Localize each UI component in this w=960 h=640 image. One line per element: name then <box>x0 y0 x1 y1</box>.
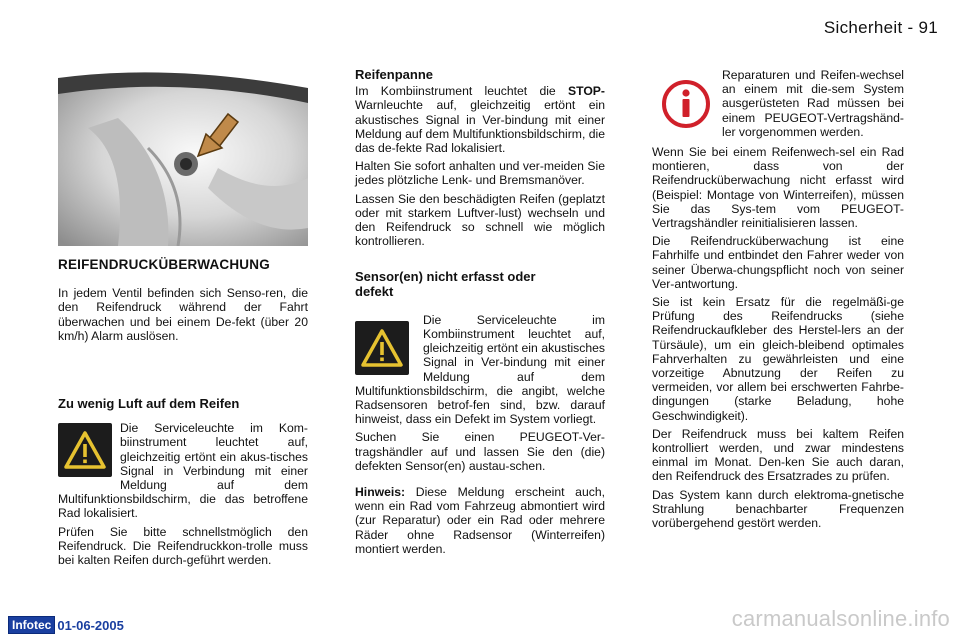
footer-info <box>8 616 124 634</box>
stop-label: STOP- <box>567 84 605 99</box>
col3-text-5: Das System kann durch elektroma-gnetische Strahlung benachbarter Frequenzen vorübergehend gestört werden. <box>652 487 904 531</box>
wheel-valve-photo <box>58 68 308 246</box>
warning-triangle-icon <box>355 321 409 375</box>
repair-block <box>652 68 904 139</box>
section-title-tpms: REIFENDRUCKÜBERWACHUNG <box>58 257 270 272</box>
hint-text <box>355 485 605 556</box>
low-pressure-text-2: Prüfen Sie bitte schnellstmöglich den Reifendruck. Die Reifendruckkon-trolle muss bei kalten Reifen durch-geführt werden. <box>58 524 308 568</box>
hint-label: Hinweis: <box>355 485 406 500</box>
footer-date: 01-06-2005 <box>57 617 124 633</box>
info-icon <box>660 78 712 130</box>
puncture-text-1b: Warnleuchte auf, gleichzeitig ertönt ein akustisches Signal in Ver-bindung mit einer Meldung auf dem Multifunktionsbildschirm, die das de-fekte Rad lokalisiert. <box>355 98 605 156</box>
infotec-badge: Infotec <box>8 616 55 634</box>
sensor-title: Sensor(en) nicht erfasst oder defekt <box>355 269 536 299</box>
column-2 <box>355 68 605 560</box>
low-pressure-title: Zu wenig Luft auf dem Reifen <box>58 396 240 412</box>
puncture-text-1 <box>355 84 605 155</box>
column-3 <box>652 68 904 534</box>
warning-triangle-icon <box>58 423 112 477</box>
sensor-block <box>355 313 605 427</box>
puncture-title: Reifenpanne <box>355 67 434 82</box>
page-header: Sicherheit - 91 <box>823 18 938 37</box>
low-pressure-text: Die Serviceleuchte im Kom-biinstrument leuchtet auf, gleichzeitig ertönt ein akus-tisches Signal in Verbindung mit einer Meldung auf dem Multifunktionsbildschirm, die das betroffene Rad lokalisiert. <box>58 421 308 521</box>
sensor-text-1: Die Serviceleuchte im Kombiinstrument leuchtet auf, gleichzeitig ertönt ein akustisches Signal in Ver-bindung mit einer Meldung auf dem Multifunktionsbildschirm, die angibt, welche Radsensoren betrof-fen sind, bzw. darauf hinweist, dass ein Defekt im System vorliegt. <box>355 312 605 427</box>
sensor-text-2: Suchen Sie einen PEUGEOT-Ver-tragshändler auf und lassen Sie den (die) defekten Sensor(en) austau-schen. <box>355 430 605 473</box>
col3-text-4: Der Reifendruck muss bei kaltem Reifen kontrolliert werden, und zwar mindestens einmal im Monat. Den-ken Sie auch daran, den Reifendruck des Ersatzrades zu prüfen. <box>652 426 904 484</box>
column-1 <box>58 258 308 571</box>
puncture-text-3: Lassen Sie den beschädigten Reifen (geplatzt oder mit starkem Luftver-lust) wechseln und den Reifendruck so schnell wie möglich kontrollieren. <box>355 191 605 249</box>
puncture-text-2: Halten Sie sofort anhalten und ver-meiden Sie jedes plötzliche Lenk- und Bremsmanöver. <box>355 159 605 188</box>
puncture-text-1a: Im Kombiinstrument leuchtet die <box>355 84 568 99</box>
col3-text-3: Sie ist kein Ersatz für die regelmäßi-ge Prüfung des Reifendrucks (siehe Reifendruckaufkleber des Herstel-lers an der Türsäule), um ein gleich-bleibend optimales Fahrverhalten zu gewährleisten und eine vorzeitige Abnutzung der Reifen zu vermeiden, vor allem bei erschwerten Fahrbe-dingungen (starke Beladung, hohe Geschwindigkeit). <box>652 295 904 423</box>
hint-body: Diese Meldung erscheint auch, wenn ein Rad vom Fahrzeug abmontiert wird (zur Reparatur) oder ein Rad oder mehrere Räder ohne Radsensor (Winterreifen) montiert werden. <box>355 485 605 556</box>
col3-text-1: Wenn Sie bei einem Reifenwech-sel ein Rad montieren, dass von der Reifendrucküberwachung nicht erfasst wird (Beispiel: Montage von Winterreifen), müssen Sie das Sys-tem vom PEUGEOT-Vertragshändler reinitialisieren lassen. <box>652 145 904 231</box>
watermark: carmanualsonline.info <box>731 606 950 631</box>
low-pressure-block <box>58 421 308 520</box>
col3-text-2: Die Reifendrucküberwachung ist eine Fahrhilfe und entbindet den Fahrer weder von seiner Überwa-chungspflicht noch von seiner Ver-antwortung. <box>652 234 904 291</box>
repair-text: Reparaturen und Reifen-wechsel an einem mit die-sem System ausgerüsteten Rad müssen bei einem PEUGEOT-Vertragshänd-ler vorgenommen werden. <box>722 68 904 139</box>
intro-text: In jedem Ventil befinden sich Senso-ren, die den Reifendruck während der Fahrt überwachen und bei einem De-fekt (über 20 km/h) Alarm auslösen. <box>58 286 308 343</box>
